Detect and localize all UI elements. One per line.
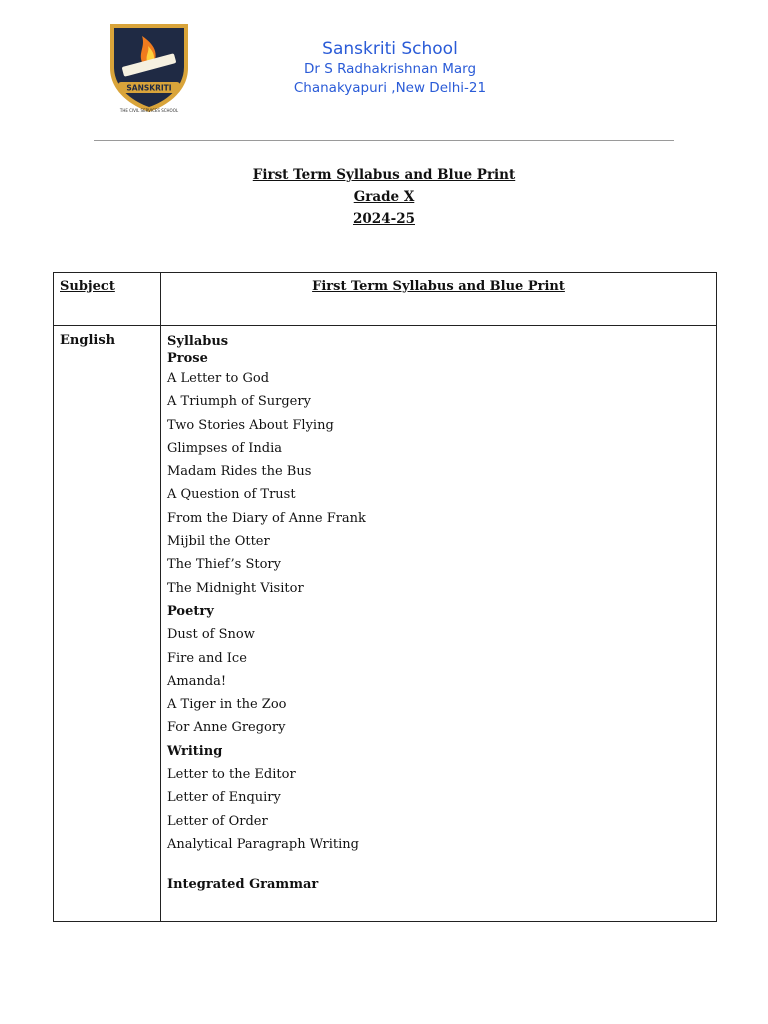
prose-list [167, 367, 710, 600]
document-title [184, 164, 584, 230]
writing-label: Writing [167, 743, 223, 759]
list-item: A Triumph of Surgery [167, 394, 311, 410]
title-line1: First Term Syllabus and Blue Print [252, 167, 516, 183]
subject-cell: English [54, 326, 161, 922]
table-header-row [54, 273, 717, 326]
title-year: 2024-25 [353, 211, 415, 227]
poetry-list [167, 623, 710, 739]
title-grade: Grade X [353, 189, 415, 205]
list-item: The Thief’s Story [167, 557, 281, 573]
header-divider [94, 140, 674, 141]
header-syllabus-title: First Term Syllabus and Blue Print [161, 273, 717, 326]
list-item: A Letter to God [167, 371, 270, 386]
school-address-line1: Dr S Radhakrishnan Marg [303, 61, 477, 77]
list-item: Glimpses of India [167, 440, 283, 456]
school-header [260, 38, 520, 98]
svg-text:THE CIVIL SERVICES SCHOOL: THE CIVIL SERVICES SCHOOL [119, 108, 179, 113]
school-address-line2: Chanakyapuri ,New Delhi-21 [293, 80, 487, 96]
list-item: Dust of Snow [167, 627, 255, 643]
header-subject: Subject [54, 273, 161, 326]
list-item: Letter of Enquiry [167, 790, 281, 806]
list-item: Two Stories About Flying [167, 417, 334, 433]
list-item: Fire and Ice [167, 650, 247, 666]
list-item: Letter of Order [167, 813, 268, 829]
list-item: Mijbil the Otter [167, 534, 270, 550]
table-row [54, 326, 717, 922]
list-item: A Question of Trust [167, 487, 296, 503]
poetry-label: Poetry [167, 603, 214, 619]
syllabus-label: Syllabus [167, 334, 229, 349]
list-item: Madam Rides the Bus [167, 464, 312, 480]
syllabus-cell [161, 326, 717, 922]
list-item: Letter to the Editor [167, 767, 296, 783]
list-item: For Anne Gregory [167, 720, 286, 736]
syllabus-table [53, 272, 717, 922]
grammar-label: Integrated Grammar [167, 877, 319, 893]
list-item: The Midnight Visitor [167, 580, 304, 596]
school-name: Sanskriti School [322, 39, 458, 59]
list-item: A Tiger in the Zoo [167, 697, 287, 713]
list-item: Amanda! [167, 673, 227, 689]
list-item: Analytical Paragraph Writing [167, 836, 359, 852]
list-item: From the Diary of Anne Frank [167, 510, 366, 526]
svg-text:SANSKRITI: SANSKRITI [126, 83, 172, 93]
school-logo [104, 18, 194, 114]
writing-list [167, 763, 710, 856]
prose-label: Prose [167, 351, 208, 366]
